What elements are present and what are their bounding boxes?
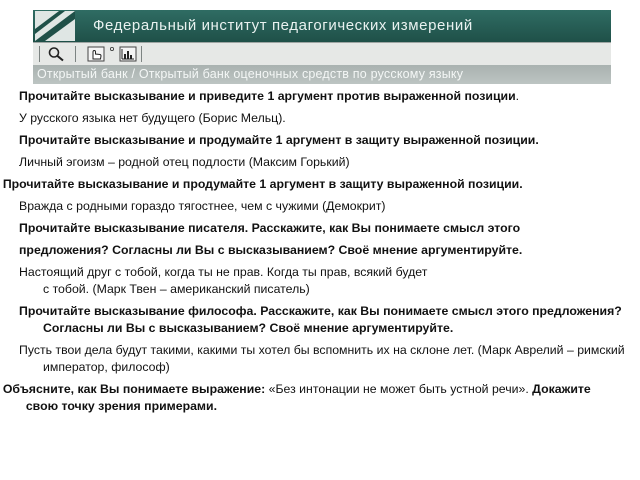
toolbar bbox=[33, 42, 611, 66]
small-dot-icon bbox=[108, 46, 116, 62]
task-quote-1: У русского языка нет будущего (Борис Мельц). bbox=[19, 111, 286, 125]
site-title: Федеральный институт педагогических измерений bbox=[93, 17, 473, 34]
task-question-3: Прочитайте высказывание и продумайте 1 аргумент в защиту выраженной позиции. bbox=[2, 177, 523, 191]
toolbar-separator bbox=[141, 46, 142, 62]
breadcrumb bbox=[33, 65, 611, 84]
task-quote-3: Вражда с родными гораздо тягостнее, чем с чужими (Демокрит) bbox=[19, 199, 386, 213]
search-icon[interactable] bbox=[47, 46, 65, 62]
toolbar-separator bbox=[39, 46, 40, 62]
task-question-2: Прочитайте высказывание и продумайте 1 аргумент в защиту выраженной позиции. bbox=[19, 133, 539, 147]
title-bar bbox=[33, 10, 611, 42]
task-quote-4: Настоящий друг с тобой, когда ты не прав. Когда ты прав, всякий будет с тобой. (Марк Твен – американский писатель) bbox=[19, 265, 428, 296]
task-question-4: Прочитайте высказывание писателя. Расскажите, как Вы понимаете смысл этого bbox=[19, 221, 521, 235]
task-question-5: Прочитайте высказывание философа. Расскажите, как Вы понимаете смысл этого предложения? Согласны ли Вы с высказыванием? Своё мнение аргументируйте. bbox=[19, 304, 622, 335]
task-quote-2: Личный эгоизм – родной отец подлости (Максим Горький) bbox=[19, 155, 350, 169]
hand-pointer-icon[interactable] bbox=[87, 46, 105, 62]
task-question-4-cont: предложения? Согласны ли Вы с высказыванием? Своё мнение аргументируйте. bbox=[19, 243, 523, 257]
site-header bbox=[33, 10, 611, 84]
stats-chart-icon[interactable] bbox=[119, 46, 137, 62]
fipi-logo-icon bbox=[35, 11, 75, 41]
task-question-1: Прочитайте высказывание и приведите 1 аргумент против выраженной позиции. bbox=[19, 89, 520, 103]
breadcrumb-text[interactable]: Открытый банк / Открытый банк оценочных средств по русскому языку bbox=[37, 67, 464, 81]
task-quote-5: Пусть твои дела будут такими, какими ты хотел бы вспомнить их на склоне лет. (Марк Аврелий – римский император, философ) bbox=[19, 343, 625, 374]
toolbar-separator bbox=[75, 46, 76, 62]
task-list bbox=[2, 88, 625, 415]
task-question-6: Объясните, как Вы понимаете выражение: «Без интонации не может быть устной речи». Докажите свою точку зрения примерами. bbox=[2, 382, 591, 413]
